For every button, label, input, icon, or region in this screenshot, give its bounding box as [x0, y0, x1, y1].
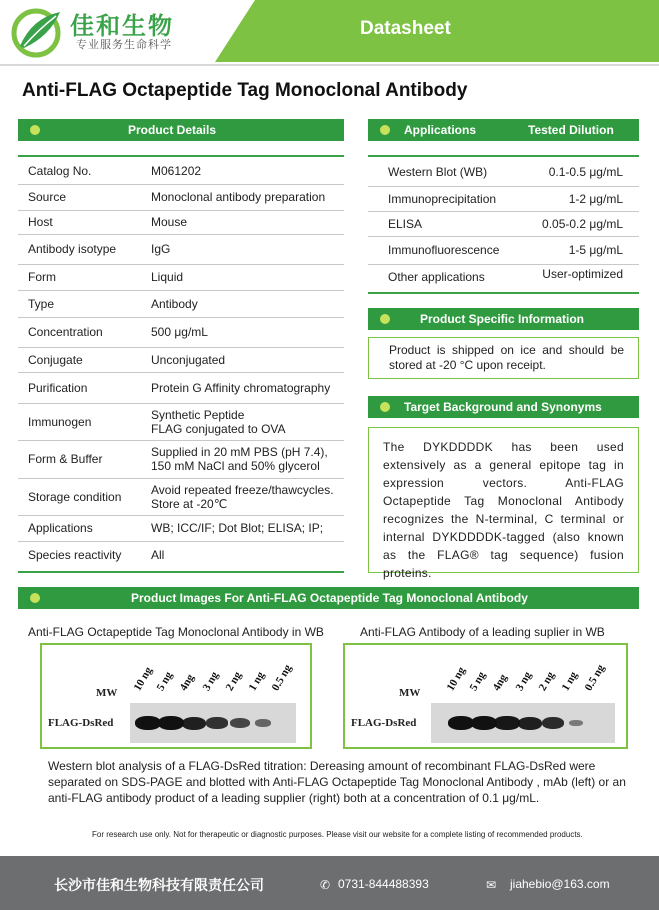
- lane-label: 1 ng: [559, 669, 580, 693]
- page-header: [0, 0, 659, 62]
- application-name: ELISA: [388, 216, 423, 231]
- header-divider: [0, 64, 659, 66]
- row-divider: [18, 403, 344, 404]
- blot-target-label: FLAG-DsRed: [351, 717, 417, 729]
- email-icon: ✉: [486, 878, 497, 892]
- page-title: Anti-FLAG Octapeptide Tag Monoclonal Antibody: [22, 80, 468, 101]
- specific-info-heading-label: Product Specific Information: [420, 312, 585, 326]
- page-footer: [0, 856, 659, 910]
- detail-value: WB; ICC/IF; Dot Blot; ELISA; IP;: [151, 521, 324, 535]
- application-dilution: 0.05-0.2 μg/mL: [542, 216, 623, 231]
- detail-value: Liquid: [151, 270, 184, 284]
- phone-icon: ✆: [320, 878, 331, 892]
- table-rule: [18, 155, 344, 157]
- background-heading: [368, 396, 639, 418]
- row-divider: [18, 234, 344, 235]
- lane-label: 5 ng: [154, 669, 175, 693]
- protein-band: [206, 717, 228, 729]
- lane-label: 0.5 ng: [582, 662, 608, 693]
- protein-band: [494, 716, 519, 730]
- row-divider: [18, 290, 344, 291]
- protein-band: [471, 716, 497, 730]
- background-text: The DYKDDDDK has been used extensively as a general epitope tag in expression vectors. Anti-FLAG Octapeptide Tag Monoclonal Antibody recognizes the N-terminal, C terminal or internal DYKDDDDK-tagged (also known as the FLAG® tag sequence) fusion proteins.: [368, 427, 639, 573]
- detail-value: Avoid repeated freeze/thawcycles.: [151, 482, 334, 497]
- bullet-icon: [380, 402, 390, 412]
- lane-label: 1 ng: [246, 669, 267, 693]
- row-divider: [368, 236, 639, 237]
- row-divider: [18, 478, 344, 479]
- application-dilution: User-optimized: [542, 267, 623, 281]
- footnote: For research use only. Not for therapeutic or diagnostic purposes. Please visit our website for a complete listing of recommended products.: [92, 830, 583, 839]
- detail-value: Synthetic Peptide: [151, 407, 245, 422]
- row-divider: [368, 211, 639, 212]
- protein-band: [542, 717, 565, 729]
- detail-label: Antibody isotype: [28, 242, 117, 256]
- header-title: Datasheet: [360, 18, 451, 39]
- detail-label: Purification: [28, 380, 88, 395]
- detail-value: M061202: [151, 163, 202, 178]
- application-name: Other applications: [388, 270, 485, 284]
- product-details-heading-label: Product Details: [128, 123, 217, 137]
- detail-label: Source: [28, 190, 67, 204]
- detail-label: Type: [28, 296, 55, 311]
- detail-label: Immunogen: [28, 414, 92, 429]
- lane-label: 3 ng: [513, 669, 534, 693]
- detail-label: Applications: [28, 521, 93, 535]
- detail-value: Protein G Affinity chromatography: [151, 380, 331, 395]
- detail-value: IgG: [151, 242, 171, 256]
- detail-value: All: [151, 548, 165, 562]
- detail-label: Host: [28, 215, 53, 229]
- application-name: Immunofluorescence: [388, 243, 500, 257]
- lane-label: 0.5 ng: [269, 662, 295, 693]
- row-divider: [18, 372, 344, 373]
- application-name: Western Blot (WB): [388, 165, 488, 179]
- background-heading-label: Target Background and Synonyms: [404, 400, 602, 414]
- table-rule: [18, 571, 344, 573]
- protein-band: [158, 716, 184, 730]
- blot-target-label: FLAG-DsRed: [48, 717, 114, 729]
- product-images-heading-label: Product Images For Anti-FLAG Octapeptide Tag Monoclonal Antibody: [131, 591, 528, 605]
- row-divider: [18, 210, 344, 211]
- lane-label: 2 ng: [536, 669, 557, 693]
- product-images-heading: [18, 587, 639, 609]
- detail-label: Form: [28, 270, 56, 284]
- detail-value: Mouse: [151, 215, 188, 229]
- application-dilution: 1-2 μg/mL: [568, 191, 623, 206]
- row-divider: [18, 184, 344, 185]
- leaf-logo-icon: [10, 6, 64, 58]
- brand-name: 佳和生物: [70, 12, 174, 40]
- detail-label: Storage condition: [28, 489, 122, 504]
- protein-band: [182, 717, 206, 730]
- row-divider: [368, 186, 639, 187]
- detail-value: 500 μg/mL: [151, 325, 208, 339]
- bullet-icon: [30, 593, 40, 603]
- row-divider: [18, 541, 344, 542]
- detail-label: Catalog No.: [28, 163, 92, 178]
- detail-value-line2: 150 mM NaCl and 50% glycerol: [151, 459, 320, 473]
- email-address: jiahebio@163.com: [510, 877, 610, 891]
- detail-value: Antibody: [151, 296, 198, 311]
- row-divider: [18, 440, 344, 441]
- applications-heading-label: Applications: [404, 123, 477, 137]
- mw-label: MW: [96, 687, 118, 699]
- table-rule: [368, 292, 639, 294]
- row-divider: [18, 264, 344, 265]
- application-dilution: 0.1-0.5 μg/mL: [548, 165, 623, 179]
- lane-label: 5 ng: [467, 669, 488, 693]
- western-blot-left: [40, 643, 312, 749]
- company-name: 长沙市佳和生物科技有限责任公司: [54, 878, 264, 894]
- detail-value-line2: Store at -20℃: [151, 496, 228, 511]
- application-name: Immunoprecipitation: [388, 191, 497, 206]
- specific-info-heading: [368, 308, 639, 330]
- detail-value-line2: FLAG conjugated to OVA: [151, 421, 286, 436]
- lane-label: 10 ng: [131, 665, 155, 693]
- phone-number: 0731-844488393: [338, 877, 429, 891]
- detail-value: Supplied in 20 mM PBS (pH 7.4),: [151, 445, 328, 459]
- left-blot-title: Anti-FLAG Octapeptide Tag Monoclonal Antibody in WB: [28, 625, 324, 639]
- lane-label: 4ng: [490, 672, 510, 693]
- bullet-icon: [380, 314, 390, 324]
- right-blot-title: Anti-FLAG Antibody of a leading suplier in WB: [360, 625, 605, 639]
- lane-label: 3 ng: [200, 669, 221, 693]
- western-blot-right: [343, 643, 628, 749]
- protein-band: [518, 717, 542, 730]
- lane-label: 10 ng: [444, 665, 468, 693]
- detail-value: Unconjugated: [151, 352, 226, 367]
- lane-label: 4ng: [177, 672, 197, 693]
- detail-label: Concentration: [28, 325, 103, 339]
- detail-label: Species reactivity: [28, 548, 122, 562]
- table-rule: [368, 155, 639, 157]
- applications-heading: [368, 119, 639, 141]
- row-divider: [18, 515, 344, 516]
- bullet-icon: [380, 125, 390, 135]
- mw-label: MW: [399, 687, 421, 699]
- detail-label: Conjugate: [28, 352, 83, 367]
- product-details-heading: [18, 119, 344, 141]
- figure-caption: Western blot analysis of a FLAG-DsRed titration: Dereasing amount of recombinant FLAG-DsRed were separated on SDS-PAGE and blotted with Anti-FLAG Octapeptide Tag Monoclonal Antibody , mAb (left) or an anti-FLAG antibody product of a leading supplier (right) both at a concentration of 0.1 μg/mL.: [48, 759, 626, 805]
- lane-label: 2 ng: [223, 669, 244, 693]
- protein-band: [255, 719, 271, 727]
- row-divider: [18, 347, 344, 348]
- tested-dilution-heading-label: Tested Dilution: [528, 123, 614, 137]
- detail-value: Monoclonal antibody preparation: [151, 190, 326, 204]
- row-divider: [368, 264, 639, 265]
- application-dilution: 1-5 μg/mL: [568, 243, 623, 257]
- protein-band: [569, 720, 582, 726]
- protein-band: [230, 718, 250, 728]
- brand-slogan: 专业服务生命科学: [76, 38, 172, 51]
- row-divider: [18, 317, 344, 318]
- specific-info-text: Product is shipped on ice and should be stored at -20 °C upon receipt.: [368, 337, 639, 379]
- detail-label: Form & Buffer: [28, 452, 103, 466]
- bullet-icon: [30, 125, 40, 135]
